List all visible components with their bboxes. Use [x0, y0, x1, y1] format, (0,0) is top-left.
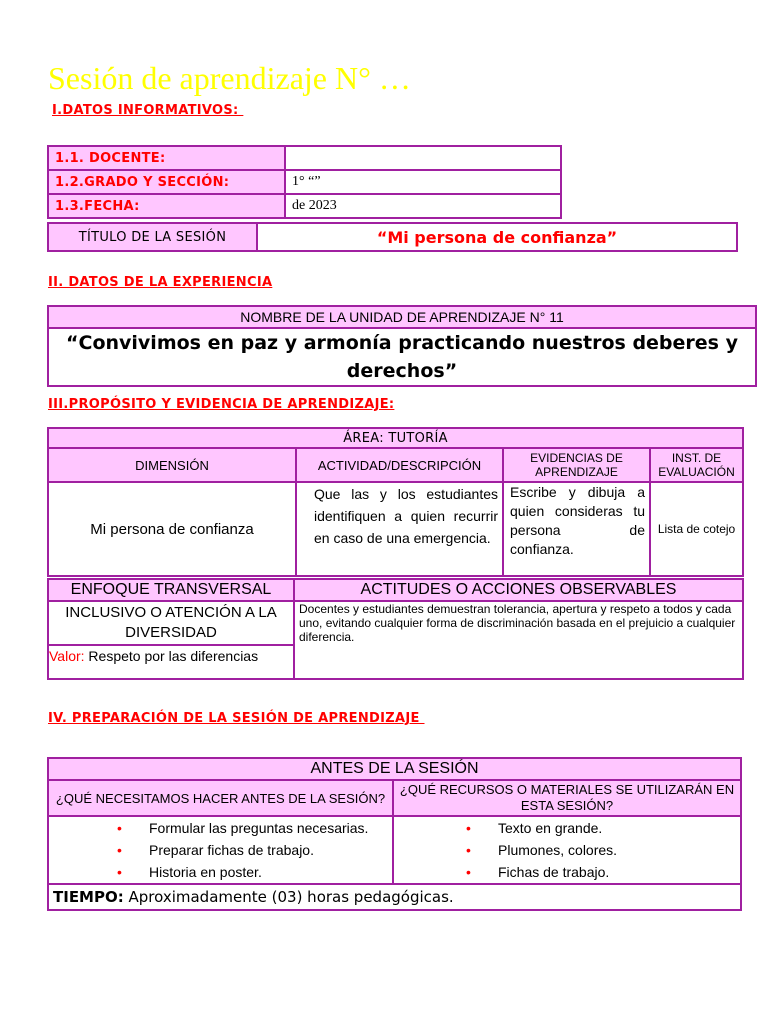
col1-list	[117, 817, 392, 883]
tiempo-cell	[48, 884, 741, 910]
proposito-table	[47, 427, 744, 577]
session-title-label: TÍTULO DE LA SESIÓN	[48, 223, 257, 251]
dimension-value: Mi persona de confianza	[48, 482, 296, 576]
antes-header: ANTES DE LA SESIÓN	[48, 758, 741, 780]
col2-header: ¿QUÉ RECURSOS O MATERIALES SE UTILIZARÁN EN ESTA SESIÓN?	[393, 780, 741, 816]
list-item: • Texto en grande.	[466, 817, 740, 839]
col1-cell	[48, 816, 393, 884]
unit-table	[47, 305, 757, 387]
tiempo-label: TIEMPO:	[53, 888, 124, 906]
section-1-heading: I.DATOS INFORMATIVOS:	[52, 103, 244, 118]
col1-header: ¿QUÉ NECESITAMOS HACER ANTES DE LA SESIÓN?	[48, 780, 393, 816]
list-item: • Plumones, colores.	[466, 839, 740, 861]
grado-label: 1.2.GRADO Y SECCIÓN:	[48, 170, 285, 194]
actitudes-header: ACTITUDES O ACCIONES OBSERVABLES	[294, 579, 743, 601]
enfoque-table	[47, 578, 744, 680]
actividad-header: ACTIVIDAD/DESCRIPCIÓN	[296, 448, 503, 482]
fecha-row	[48, 194, 561, 218]
list-item: • Historia en poster.	[117, 861, 392, 883]
area-header: ÁREA: TUTORÍA	[48, 428, 743, 448]
session-title-value: “Mi persona de confianza”	[257, 223, 737, 251]
preparacion-table	[47, 757, 742, 911]
datos-informativos-table	[47, 145, 562, 219]
dimension-header: DIMENSIÓN	[48, 448, 296, 482]
docente-value	[285, 146, 561, 170]
col2-cell	[393, 816, 741, 884]
col2-list	[466, 817, 740, 883]
docente-label: 1.1. DOCENTE:	[48, 146, 285, 170]
grado-row	[48, 170, 561, 194]
section-4-heading: IV. PREPARACIÓN DE LA SESIÓN DE APRENDIZAJE	[48, 711, 425, 726]
instrumento-header: INST. DE EVALUACIÓN	[650, 448, 743, 482]
list-item: • Formular las preguntas necesarias.	[117, 817, 392, 839]
section-3-heading: III.PROPÓSITO Y EVIDENCIA DE APRENDIZAJE:	[48, 397, 395, 412]
list-item: • Preparar fichas de trabajo.	[117, 839, 392, 861]
unit-name: “Convivimos en paz y armonía practicando nuestros deberes y derechos”	[48, 328, 756, 386]
grado-value: 1° “”	[285, 170, 561, 194]
valor-cell	[48, 645, 294, 679]
section-2-heading: II. DATOS DE LA EXPERIENCIA	[48, 275, 273, 290]
evidencias-header: EVIDENCIAS DE APRENDIZAJE	[503, 448, 650, 482]
document-title: Sesión de aprendizaje N° …	[48, 60, 411, 96]
unit-label: NOMBRE DE LA UNIDAD DE APRENDIZAJE N° 11	[48, 306, 756, 328]
actitudes-value: Docentes y estudiantes demuestran tolerancia, apertura y respeto a todos y cada uno, evitando cualquier forma de discriminación basada en el prejuicio a cualquier diferencia.	[294, 601, 743, 679]
docente-row	[48, 146, 561, 170]
enfoque-header: ENFOQUE TRANSVERSAL	[48, 579, 294, 601]
evidencias-value: Escribe y dibuja a quien consideras tu persona de confianza.	[503, 482, 650, 576]
valor-label: Valor:	[49, 648, 85, 664]
enfoque-value: INCLUSIVO O ATENCIÓN A LA DIVERSIDAD	[48, 601, 294, 645]
instrumento-value: Lista de cotejo	[650, 482, 743, 576]
fecha-label: 1.3.FECHA:	[48, 194, 285, 218]
list-item: • Fichas de trabajo.	[466, 861, 740, 883]
tiempo-text: Aproximadamente (03) horas pedagógicas.	[123, 888, 454, 906]
actividad-value: Que las y los estudiantes identifiquen a quien recurrir en caso de una emergencia.	[296, 482, 503, 576]
fecha-value: de 2023	[285, 194, 561, 218]
valor-text: Respeto por las diferencias	[84, 648, 259, 664]
session-title-table	[47, 222, 738, 252]
